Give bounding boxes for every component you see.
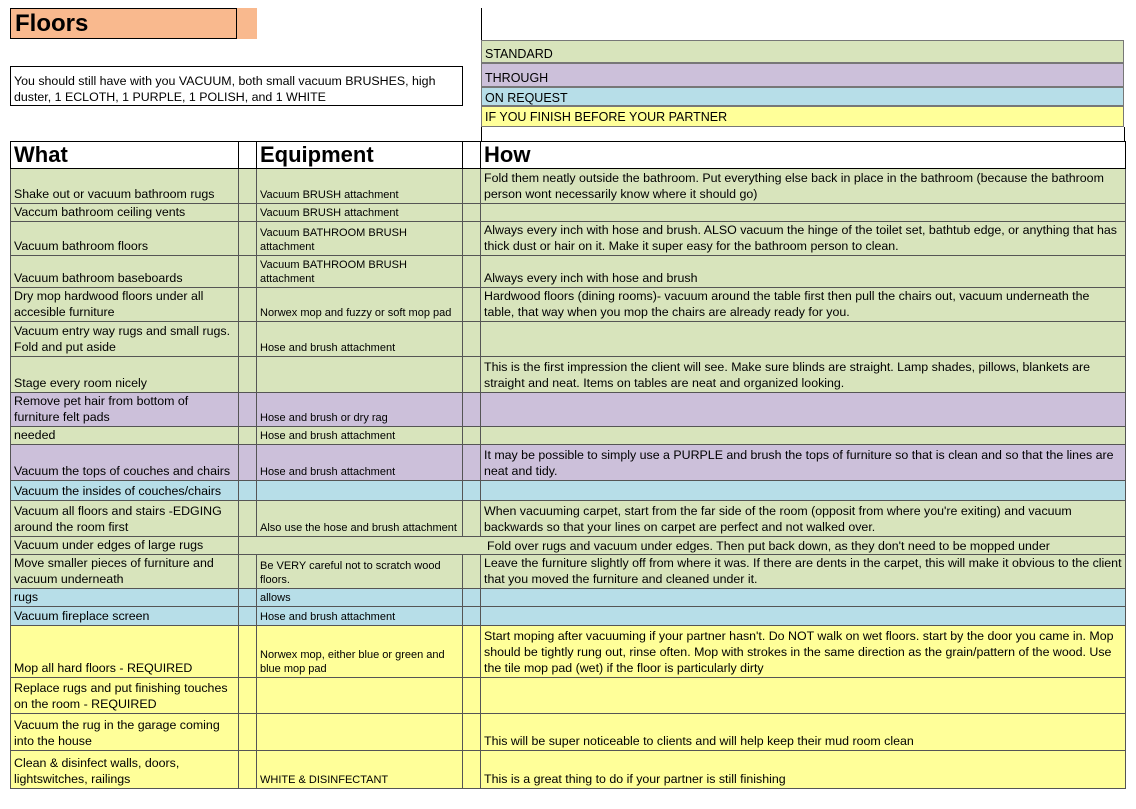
header-spacer: [239, 142, 257, 169]
task-equipment: Vacuum BRUSH attachment: [257, 204, 463, 222]
task-equipment: Be VERY careful not to scratch wood floors.: [257, 555, 463, 589]
task-spacer: [463, 751, 481, 789]
task-spacer: [239, 222, 257, 256]
task-spacer: [239, 169, 257, 204]
task-spacer: [463, 445, 481, 481]
table-row: [11, 501, 1126, 537]
task-spacer: [463, 169, 481, 204]
task-spacer: [239, 393, 257, 427]
header-how: How: [481, 142, 1126, 169]
task-how: Hardwood floors (dining rooms)- vacuum around the table first then pull the chairs out, vacuum underneath the table, that way when you mop the chairs are already ready for you.: [481, 288, 1126, 322]
task-spacer: [463, 678, 481, 714]
task-how: [481, 481, 1126, 501]
task-how: Always every inch with hose and brush. ALSO vacuum the hinge of the toilet set, bathtub edge, or anything that has thick dust or hair on it. Make it super easy for the bathroom person to clean.: [481, 222, 1126, 256]
task-equipment: [257, 357, 463, 393]
task-how: [481, 427, 1126, 445]
task-spacer: [463, 222, 481, 256]
task-how: [481, 589, 1126, 607]
task-equipment: WHITE & DISINFECTANT: [257, 751, 463, 789]
task-spacer: [239, 427, 257, 445]
task-what: Vacuum bathroom floors: [11, 222, 239, 256]
task-how: [481, 204, 1126, 222]
table-row: [11, 393, 1126, 427]
equipment-reminder-note: You should still have with you VACUUM, both small vacuum BRUSHES, high duster, 1 ECLOTH, 1 PURPLE, 1 POLISH, and 1 WHITE: [10, 66, 463, 106]
table-row: [11, 222, 1126, 256]
task-spacer: [239, 678, 257, 714]
task-spacer: [463, 357, 481, 393]
task-what: Remove pet hair from bottom of furniture felt pads: [11, 393, 239, 427]
task-equipment: Also use the hose and brush attachment: [257, 501, 463, 537]
task-equipment: Hose and brush attachment: [257, 322, 463, 357]
task-spacer: [463, 322, 481, 357]
task-what: Vacuum bathroom baseboards: [11, 256, 239, 288]
table-row: [11, 714, 1126, 751]
table-row: [11, 678, 1126, 714]
task-spacer: [239, 288, 257, 322]
task-spacer: [239, 445, 257, 481]
task-spacer: [463, 555, 481, 589]
task-equipment: [257, 714, 463, 751]
task-spacer: [463, 626, 481, 678]
table-row: [11, 481, 1126, 501]
task-spacer: [239, 607, 257, 626]
task-how: This is a great thing to do if your partner is still finishing: [481, 751, 1126, 789]
divider-line-right: [1124, 127, 1125, 141]
table-row: [11, 589, 1126, 607]
table-row: [11, 288, 1126, 322]
task-what: Vacuum the insides of couches/chairs: [11, 481, 239, 501]
floors-task-table: [10, 141, 1126, 789]
table-row: [11, 607, 1126, 626]
task-spacer: [463, 481, 481, 501]
task-equipment: allows: [257, 589, 463, 607]
task-equipment: [257, 481, 463, 501]
task-spacer: [463, 393, 481, 427]
task-how: This is the first impression the client will see. Make sure blinds are straight. Lamp shades, pillows, blankets are straight and neat. Items on tables are neat and organized looking.: [481, 357, 1126, 393]
task-what: Clean & disinfect walls, doors, lightswitches, railings: [11, 751, 239, 789]
table-row: [11, 626, 1126, 678]
legend-on-request: ON REQUEST: [481, 87, 1124, 106]
header-spacer: [463, 142, 481, 169]
title-highlight: [237, 8, 257, 39]
task-how: Start moping after vacuuming if your partner hasn't. Do NOT walk on wet floors. start by the door you came in. Mop should be tightly rung out, rinse often. Mop with strokes in the same direction as the grain/pattern of the wood. Use the tile mop pad (wet) if the floor is particularly dirty: [481, 626, 1126, 678]
task-spacer: [239, 256, 257, 288]
legend-through: THROUGH: [481, 63, 1124, 87]
task-what: Replace rugs and put finishing touches on the room - REQUIRED: [11, 678, 239, 714]
task-spacer: [239, 714, 257, 751]
task-how: This will be super noticeable to clients and will help keep their mud room clean: [481, 714, 1126, 751]
task-how: It may be possible to simply use a PURPLE and brush the tops of furniture so that is clean and so that the lines are neat and tidy.: [481, 445, 1126, 481]
header-what: What: [11, 142, 239, 169]
task-spacer: [239, 481, 257, 501]
task-how: [481, 393, 1126, 427]
task-spacer: [239, 357, 257, 393]
table-row: [11, 751, 1126, 789]
task-what: Vacuum entry way rugs and small rugs. Fold and put aside: [11, 322, 239, 357]
table-header-row: [11, 142, 1126, 169]
task-what: Stage every room nicely: [11, 357, 239, 393]
task-what: Mop all hard floors - REQUIRED: [11, 626, 239, 678]
task-how: When vacuuming carpet, start from the far side of the room (opposit from where you're exiting) and vacuum backwards so that your lines on carpet are perfect and not walked over.: [481, 501, 1126, 537]
task-what: Vacuum the rug in the garage coming into the house: [11, 714, 239, 751]
task-what: rugs: [11, 589, 239, 607]
table-row: [11, 322, 1126, 357]
task-equipment: Vacuum BATHROOM BRUSH attachment: [257, 256, 463, 288]
legend-finish-before-partner: IF YOU FINISH BEFORE YOUR PARTNER: [481, 106, 1124, 127]
table-row: [11, 169, 1126, 204]
header-equipment: Equipment: [257, 142, 463, 169]
task-what: Vaccum bathroom ceiling vents: [11, 204, 239, 222]
task-what: Dry mop hardwood floors under all accesible furniture: [11, 288, 239, 322]
task-how: [481, 607, 1126, 626]
task-what: Vacuum all floors and stairs -EDGING around the room first: [11, 501, 239, 537]
task-equipment: Vacuum BATHROOM BRUSH attachment: [257, 222, 463, 256]
task-equipment: Norwex mop and fuzzy or soft mop pad: [257, 288, 463, 322]
task-spacer: [239, 626, 257, 678]
task-how: Fold over rugs and vacuum under edges. Then put back down, as they don't need to be mopped under: [487, 539, 1050, 553]
task-equipment: [257, 678, 463, 714]
table-row: [11, 537, 1126, 555]
task-spacer: [239, 501, 257, 537]
task-spacer: [463, 714, 481, 751]
task-spacer: [463, 501, 481, 537]
table-row: [11, 357, 1126, 393]
task-equipment: Hose and brush or dry rag: [257, 393, 463, 427]
task-spacer: [463, 607, 481, 626]
table-row: [11, 445, 1126, 481]
task-what: needed: [11, 427, 239, 445]
task-what: Vacuum the tops of couches and chairs: [11, 445, 239, 481]
table-row: [11, 555, 1126, 589]
task-spacer: [239, 537, 1126, 555]
legend-standard: STANDARD: [481, 40, 1124, 63]
task-spacer: [239, 555, 257, 589]
task-how: Leave the furniture slightly off from where it was. If there are dents in the carpet, this will make it obvious to the client that you moved the furniture and cleaned under it.: [481, 555, 1126, 589]
task-equipment: Hose and brush attachment: [257, 445, 463, 481]
task-equipment: Hose and brush attachment: [257, 607, 463, 626]
task-what: Vacuum fireplace screen: [11, 607, 239, 626]
task-spacer: [239, 204, 257, 222]
task-how: Always every inch with hose and brush: [481, 256, 1126, 288]
page-title: Floors: [10, 8, 237, 39]
table-row: [11, 427, 1126, 445]
task-spacer: [463, 288, 481, 322]
task-spacer: [463, 427, 481, 445]
task-how: Fold them neatly outside the bathroom. Put everything else back in place in the bathroom (because the bathroom person wont necessarily know where it should go): [481, 169, 1126, 204]
task-how: [481, 678, 1126, 714]
task-spacer: [239, 751, 257, 789]
task-spacer: [463, 256, 481, 288]
task-spacer: [239, 589, 257, 607]
task-equipment: Hose and brush attachment: [257, 427, 463, 445]
task-equipment: Vacuum BRUSH attachment: [257, 169, 463, 204]
table-row: [11, 204, 1126, 222]
task-what: Move smaller pieces of furniture and vacuum underneath: [11, 555, 239, 589]
task-what: Vacuum under edges of large rugs: [11, 537, 239, 555]
task-spacer: [463, 204, 481, 222]
task-spacer: [239, 322, 257, 357]
task-what: Shake out or vacuum bathroom rugs: [11, 169, 239, 204]
task-how: [481, 322, 1126, 357]
table-row: [11, 256, 1126, 288]
task-equipment: Norwex mop, either blue or green and blue mop pad: [257, 626, 463, 678]
task-spacer: [463, 589, 481, 607]
